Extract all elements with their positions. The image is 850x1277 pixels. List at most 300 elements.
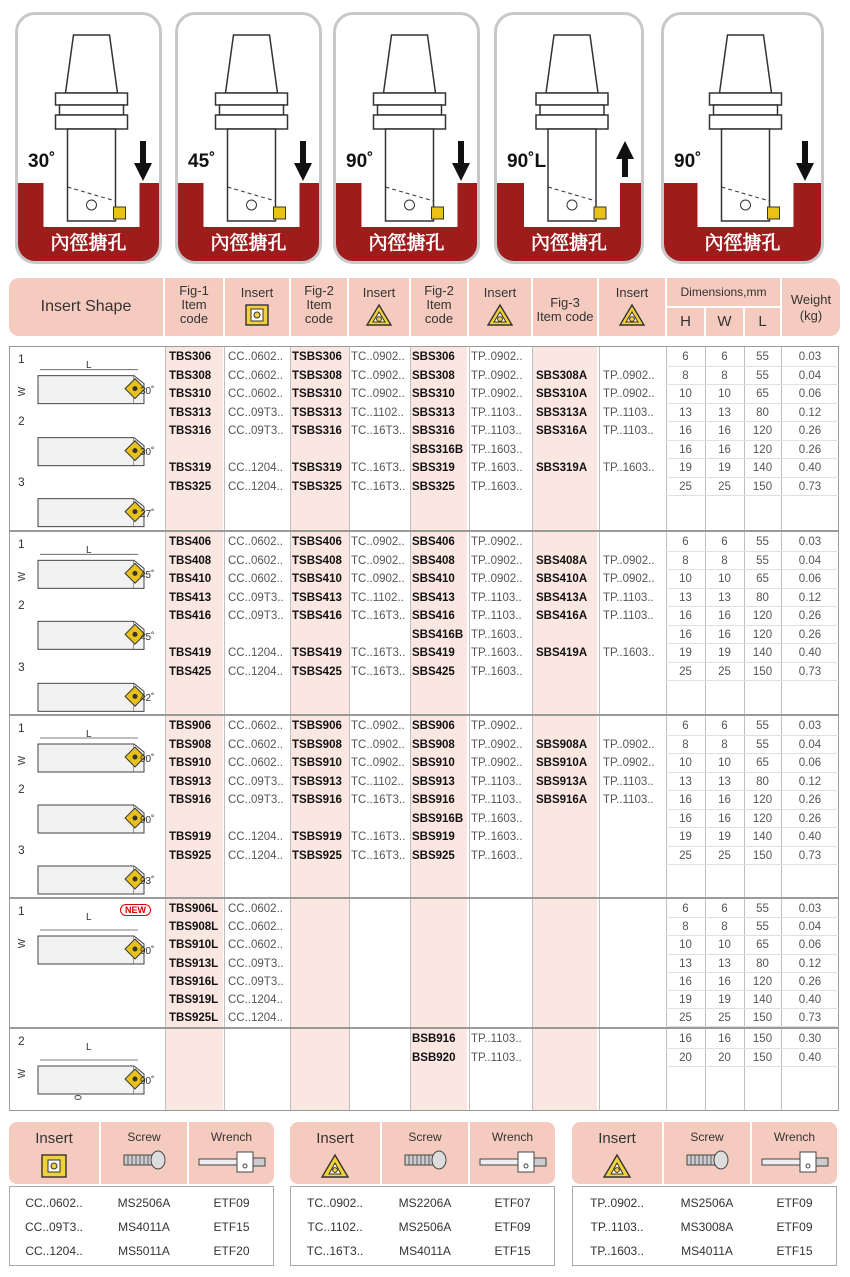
- insert-code: CC..1204..: [228, 831, 283, 843]
- dimension-value: 120: [752, 425, 773, 437]
- dimension-value: 150: [752, 849, 773, 862]
- insert-header: Insert: [290, 1122, 380, 1184]
- dimension-value: 19: [718, 647, 731, 659]
- operation-card: [15, 12, 162, 264]
- dimension-value: 8: [721, 921, 728, 934]
- insert-code: CC..1204..: [228, 1012, 283, 1025]
- length-label: L: [86, 545, 92, 556]
- dimension-value: 10: [718, 939, 731, 952]
- wrench-header: Wrench: [752, 1122, 837, 1184]
- figure-number: 2: [18, 598, 25, 613]
- dimension-value: 80: [756, 406, 769, 419]
- dimension-value: 19: [679, 462, 692, 474]
- dimension-value: 19: [679, 647, 692, 659]
- dimension-value: 25: [679, 480, 692, 493]
- item-code: TSBS416: [292, 610, 342, 622]
- dimension-value: 6: [721, 351, 728, 363]
- dimension-value: 25: [718, 1012, 731, 1025]
- dimension-value: 0.73: [798, 480, 822, 493]
- length-label: L: [86, 1042, 92, 1053]
- zero-label: 0: [73, 1094, 85, 1101]
- insert-code: CC..09T3..: [228, 794, 284, 806]
- insert-code: TP..1103..: [603, 775, 654, 788]
- tool-drawing: [28, 1046, 158, 1103]
- operation-label: 內徑搪孔: [210, 232, 287, 254]
- insert-code: TC..16T3..: [351, 462, 406, 474]
- dimension-value: 0.26: [798, 975, 822, 988]
- operation-card: [175, 12, 322, 264]
- item-code: TBS910L: [169, 939, 219, 952]
- dimension-value: 120: [752, 975, 773, 988]
- insert-code: TP..1103..: [471, 610, 522, 622]
- screw-code: MS2506A: [398, 1220, 452, 1234]
- dimension-value: 13: [679, 591, 692, 604]
- item-code: SBS925: [412, 849, 455, 862]
- dimension-value: 13: [718, 775, 731, 788]
- dimension-value: 10: [679, 757, 692, 769]
- dimension-value: 19: [718, 831, 731, 843]
- dimension-value: 55: [756, 903, 769, 915]
- wrench-code: ETF09: [213, 1196, 250, 1210]
- dimension-value: 16: [718, 812, 731, 825]
- item-code: TSBS308: [292, 369, 342, 382]
- tool-drawing: [28, 916, 158, 973]
- dimension-value: 150: [752, 480, 773, 493]
- item-code: SBS410A: [536, 573, 588, 585]
- figure-number: 1: [18, 904, 25, 918]
- item-code: TSBS410: [292, 573, 342, 585]
- dimension-value: 8: [682, 554, 689, 567]
- dimension-value: 55: [756, 738, 769, 751]
- screw-header: Screw: [664, 1122, 750, 1184]
- insert-code: CC..0602..: [228, 369, 283, 382]
- wrench-code: ETF15: [213, 1220, 250, 1234]
- item-code: SBS419: [412, 647, 455, 659]
- angle-annotation: 27˚: [140, 509, 155, 520]
- dimension-value: 8: [721, 738, 728, 751]
- item-code: TBS408: [169, 554, 212, 567]
- dimension-value: 0.06: [798, 939, 822, 952]
- dimension-value: 120: [752, 443, 773, 456]
- fig1-header: Fig-1 Item code: [165, 278, 223, 336]
- dimension-value: 0.06: [798, 573, 822, 585]
- screw-code: MS3008A: [680, 1220, 734, 1234]
- angle-annotation: 90˚: [140, 754, 155, 765]
- wrench-header: Wrench: [470, 1122, 555, 1184]
- dimension-value: 6: [721, 720, 728, 732]
- item-code: SBS316: [412, 425, 455, 437]
- item-code: TBS406: [169, 536, 212, 548]
- item-code: TSBS325: [292, 480, 342, 493]
- insert-code: CC..0602..: [228, 738, 283, 751]
- insert-code: TP..0902..: [603, 573, 655, 585]
- item-code: TBS419: [169, 647, 212, 659]
- screw-header: Screw: [382, 1122, 468, 1184]
- accessory-table: [9, 1122, 274, 1270]
- item-code: SBS916: [412, 794, 455, 806]
- insert-code: CC..0602..: [228, 757, 283, 769]
- dimension-value: 8: [721, 369, 728, 382]
- tool-drawing: [28, 610, 158, 658]
- dimension-value: 0.26: [798, 628, 822, 641]
- insert-code: TC..1102..: [351, 775, 404, 788]
- item-code: TBS310: [169, 388, 212, 400]
- screw-header: Screw: [101, 1122, 187, 1184]
- item-code: TBS325: [169, 480, 212, 493]
- insert-tp-header: Insert: [469, 278, 531, 336]
- dimension-value: 0.04: [798, 369, 822, 382]
- insert-code: CC..0602..: [228, 388, 283, 400]
- insert-code: TP..0902..: [590, 1196, 644, 1210]
- item-code: SBS413: [412, 591, 455, 604]
- item-code: TBS913: [169, 775, 212, 788]
- insert-code: TP..0902..: [471, 757, 523, 769]
- insert-code: TC..1102..: [351, 406, 404, 419]
- dimension-value: 0.26: [798, 425, 822, 437]
- insert-code: TP..0902..: [471, 554, 523, 567]
- item-code: TBS425: [169, 665, 212, 678]
- dimension-value: 19: [718, 462, 731, 474]
- wrench-code: ETF15: [494, 1244, 531, 1258]
- dimension-value: 19: [679, 994, 692, 1006]
- dimension-value: 16: [679, 794, 692, 806]
- dimension-value: 6: [682, 536, 689, 548]
- wrench-code: ETF09: [494, 1220, 531, 1234]
- item-code: SBS913A: [536, 775, 588, 788]
- insert-code: TP..1603..: [471, 462, 523, 474]
- insert-code: CC..09T3..: [228, 591, 284, 604]
- tool-drawing: [28, 426, 158, 475]
- angle-label: 45˚: [188, 151, 216, 172]
- dimension-value: 65: [756, 939, 769, 952]
- item-code: SBS908: [412, 738, 455, 751]
- dimension-value: 0.03: [798, 351, 822, 363]
- insert-code: TP..0902..: [603, 757, 655, 769]
- dimension-value: 10: [718, 388, 731, 400]
- dimension-value: 16: [679, 1033, 692, 1045]
- item-code: TSBS408: [292, 554, 342, 567]
- dimension-value: 0.26: [798, 812, 822, 825]
- item-code: TSBS919: [292, 831, 342, 843]
- angle-annotation: 30˚: [140, 385, 155, 397]
- item-code: SBS419A: [536, 647, 588, 659]
- dimension-value: 13: [679, 957, 692, 970]
- item-code: TSBS419: [292, 647, 342, 659]
- weight-header: Weight (kg): [782, 278, 840, 336]
- insert-code: TP..0902..: [471, 536, 523, 548]
- insert-code: TP..1103..: [471, 1051, 522, 1064]
- item-code: TSBS413: [292, 591, 342, 604]
- h-header: H: [667, 308, 704, 336]
- item-code: TBS319: [169, 462, 212, 474]
- insert-code: TP..0902..: [471, 720, 523, 732]
- item-code: TBS908: [169, 738, 212, 751]
- item-code: SBS319: [412, 462, 455, 474]
- wrench-code: ETF07: [494, 1196, 531, 1210]
- insert-code: TP..1103..: [603, 425, 654, 437]
- length-label: L: [86, 912, 92, 923]
- figure-number: 1: [18, 721, 25, 735]
- insert-code: TP..1103..: [471, 775, 522, 788]
- insert-code: TC..16T3..: [306, 1244, 364, 1258]
- dimension-value: 55: [756, 554, 769, 567]
- angle-label: 90˚L: [507, 151, 547, 172]
- item-code: SBS306: [412, 351, 455, 363]
- triangle-insert-icon: [618, 303, 646, 327]
- dimension-value: 120: [752, 610, 773, 622]
- item-code: SBS316B: [412, 443, 464, 456]
- dimension-value: 55: [756, 369, 769, 382]
- item-code: BSB920: [412, 1051, 456, 1064]
- screw-code: MS5011A: [118, 1244, 170, 1258]
- insert-code: CC..0602..: [228, 351, 283, 363]
- item-code: TBS906: [169, 720, 212, 732]
- insert-code: TP..0902..: [603, 369, 655, 382]
- operation-label: 內徑搪孔: [50, 232, 127, 254]
- insert-code: CC..0602..: [228, 536, 283, 548]
- item-code: SBS413A: [536, 591, 588, 604]
- insert-code: TC..0902..: [351, 388, 405, 400]
- item-code: TBS313: [169, 406, 212, 419]
- insert-code: TP..0902..: [603, 554, 655, 567]
- dimension-value: 16: [718, 975, 731, 988]
- operation-card: [494, 12, 644, 264]
- dimensions-header: Dimensions,mm: [667, 278, 780, 306]
- tool-drawing: [28, 672, 158, 720]
- length-label: L: [86, 729, 92, 740]
- insert-code: TP..1103..: [471, 425, 522, 437]
- item-code: TBS906L: [169, 903, 219, 915]
- dimension-value: 0.03: [798, 903, 822, 915]
- insert-code: TP..1603..: [471, 443, 523, 456]
- dimension-value: 0.04: [798, 921, 822, 934]
- dimension-value: 150: [752, 1033, 773, 1045]
- item-code: SBS916A: [536, 794, 588, 806]
- item-code: SBS308: [412, 369, 455, 382]
- item-code: SBS408: [412, 554, 455, 567]
- wrench-code: ETF20: [213, 1244, 250, 1258]
- insert-code: TP..1103..: [471, 591, 522, 604]
- item-code: TSBS913: [292, 775, 342, 788]
- figure-number: 2: [18, 1034, 25, 1048]
- dimension-value: 0.12: [798, 957, 822, 970]
- insert-code: TC..16T3..: [351, 794, 406, 806]
- wrench-code: ETF15: [776, 1244, 813, 1258]
- item-code: TSBS425: [292, 665, 342, 678]
- dimension-value: 0.03: [798, 720, 822, 732]
- rhombic-insert-icon: [244, 303, 270, 327]
- angle-label: 90˚: [674, 151, 702, 172]
- insert-code: TC..0902..: [351, 757, 405, 769]
- item-code: SBS919: [412, 831, 455, 843]
- dimension-value: 10: [679, 388, 692, 400]
- operation-label: 內徑搪孔: [704, 232, 781, 254]
- insert-code: TP..1603..: [471, 665, 523, 678]
- insert-code: TC..0902..: [306, 1196, 364, 1210]
- operation-label: 內徑搪孔: [368, 232, 445, 254]
- dimension-value: 6: [682, 720, 689, 732]
- dimension-value: 0.73: [798, 1012, 822, 1025]
- insert-code: CC..1204..: [228, 647, 283, 659]
- dimension-value: 140: [752, 831, 773, 843]
- insert-code: TP..1103..: [590, 1220, 644, 1234]
- insert-code: TC..1102..: [307, 1220, 363, 1234]
- item-code: TBS925: [169, 849, 212, 862]
- item-code: SBS906: [412, 720, 455, 732]
- insert-code: TC..16T3..: [351, 610, 406, 622]
- angle-annotation: 30˚: [140, 447, 155, 459]
- insert-code: TP..1603..: [471, 628, 523, 641]
- insert-code: CC..0602..: [228, 720, 283, 732]
- insert-code: TC..0902..: [351, 720, 405, 732]
- dimension-value: 25: [679, 1012, 692, 1025]
- angle-annotation: 45˚: [140, 570, 155, 582]
- item-code: TBS308: [169, 369, 212, 382]
- insert-code: TP..1603..: [603, 462, 655, 474]
- dimension-value: 10: [718, 757, 731, 769]
- dimension-value: 20: [718, 1051, 731, 1064]
- dimension-value: 0.06: [798, 757, 822, 769]
- item-code: SBS416A: [536, 610, 588, 622]
- angle-annotation: 42˚: [140, 693, 155, 704]
- insert-code: CC..09T3..: [228, 610, 284, 622]
- dimension-value: 0.26: [798, 443, 822, 456]
- insert-cc-header: Insert: [225, 278, 289, 336]
- dimension-value: 8: [682, 921, 689, 934]
- angle-annotation: 90˚: [140, 815, 155, 826]
- dimension-value: 10: [679, 939, 692, 952]
- dimension-value: 65: [756, 757, 769, 769]
- insert-code: TC..0902..: [351, 554, 405, 567]
- item-code: SBS913: [412, 775, 455, 788]
- accessory-table: [290, 1122, 555, 1270]
- item-code: SBS313: [412, 406, 455, 419]
- dimension-value: 6: [682, 903, 689, 915]
- tool-drawing: [28, 855, 158, 903]
- screw-icon: [101, 1150, 187, 1173]
- insert-code: TC..0902..: [351, 536, 405, 548]
- insert-code: CC..0602..: [25, 1196, 83, 1210]
- width-label: W: [17, 938, 29, 949]
- accessory-table: [572, 1122, 837, 1270]
- dimension-value: 0.03: [798, 536, 822, 548]
- tool-drawing: [28, 487, 158, 536]
- dimension-value: 6: [721, 903, 728, 915]
- item-code: TBS416: [169, 610, 212, 622]
- insert-code: CC..09T3..: [228, 957, 284, 970]
- dimension-value: 16: [718, 1033, 731, 1045]
- wrench-icon: [470, 1150, 555, 1177]
- dimension-value: 25: [718, 480, 731, 493]
- item-code: TSBS316: [292, 425, 342, 437]
- wrench-icon: [752, 1150, 837, 1177]
- dimension-value: 13: [679, 406, 692, 419]
- dimension-value: 140: [752, 994, 773, 1006]
- dimension-value: 16: [679, 975, 692, 988]
- dimension-value: 25: [718, 849, 731, 862]
- insert-code: TP..1603..: [603, 647, 655, 659]
- l-header: L: [745, 308, 780, 336]
- insert-code: CC..0602..: [228, 921, 283, 934]
- item-code: SBS416: [412, 610, 455, 622]
- insert-shape-header: Insert Shape: [9, 278, 163, 336]
- insert-code: CC..1204..: [228, 994, 283, 1006]
- dimension-value: 120: [752, 628, 773, 641]
- insert-code: TP..1103..: [603, 794, 654, 806]
- screw-code: MS2206A: [398, 1196, 452, 1210]
- insert-code: TP..0902..: [471, 738, 523, 751]
- insert-code: TP..1603..: [471, 480, 523, 493]
- item-code: TSBS910: [292, 757, 342, 769]
- figure-number: 3: [18, 659, 25, 674]
- triangle-insert-icon: [572, 1153, 662, 1182]
- dimension-value: 0.30: [798, 1033, 822, 1045]
- new-badge: NEW: [120, 904, 151, 916]
- dimension-value: 16: [679, 425, 692, 437]
- item-code: TBS410: [169, 573, 212, 585]
- item-code: BSB916: [412, 1033, 456, 1045]
- screw-icon: [382, 1150, 468, 1173]
- item-code: TBS316: [169, 425, 212, 437]
- operation-label: 內徑搪孔: [530, 232, 607, 254]
- insert-code: TP..0902..: [471, 573, 523, 585]
- dimension-value: 13: [718, 406, 731, 419]
- dimension-value: 13: [718, 591, 731, 604]
- dimension-value: 8: [682, 369, 689, 382]
- insert-code: TP..0902..: [603, 738, 655, 751]
- item-code: SBS308A: [536, 369, 588, 382]
- insert-code: CC..09T3..: [228, 775, 284, 788]
- dimension-value: 13: [679, 775, 692, 788]
- insert-code: TP..1103..: [603, 406, 654, 419]
- dimension-value: 10: [718, 573, 731, 585]
- width-label: W: [17, 755, 29, 766]
- figure-number: 1: [18, 352, 25, 366]
- item-code: SBS313A: [536, 406, 588, 419]
- item-code: SBS410: [412, 573, 455, 585]
- wrench-header: Wrench: [189, 1122, 274, 1184]
- item-code: SBS910: [412, 757, 455, 769]
- dimension-value: 150: [752, 665, 773, 678]
- item-code: TBS916L: [169, 975, 219, 988]
- dimension-value: 0.12: [798, 775, 822, 788]
- insert-code: TC..16T3..: [351, 665, 406, 678]
- insert-tp2-header: Insert: [599, 278, 665, 336]
- dimension-value: 6: [721, 536, 728, 548]
- item-code: SBS406: [412, 536, 455, 548]
- rhombic-insert-icon: [9, 1153, 99, 1182]
- tool-drawing: [28, 733, 158, 781]
- insert-code: TP..0902..: [471, 369, 523, 382]
- dimension-value: 16: [679, 812, 692, 825]
- width-label: W: [17, 571, 29, 582]
- insert-code: CC..1204..: [228, 849, 283, 862]
- angle-annotation: 45˚: [140, 631, 155, 643]
- fig3-header: Fig-3 Item code: [533, 278, 597, 336]
- item-code: SBS416B: [412, 628, 464, 641]
- insert-code: TP..0902..: [471, 388, 523, 400]
- insert-code: TC..16T3..: [351, 480, 406, 493]
- item-code: TSBS306: [292, 351, 342, 363]
- insert-code: CC..0602..: [228, 573, 283, 585]
- figure-number: 2: [18, 782, 25, 796]
- insert-header: Insert: [9, 1122, 99, 1184]
- dimension-value: 10: [679, 573, 692, 585]
- item-code: SBS319A: [536, 462, 588, 474]
- dimension-value: 25: [718, 665, 731, 678]
- dimension-value: 0.40: [798, 831, 822, 843]
- insert-code: TC..16T3..: [351, 647, 406, 659]
